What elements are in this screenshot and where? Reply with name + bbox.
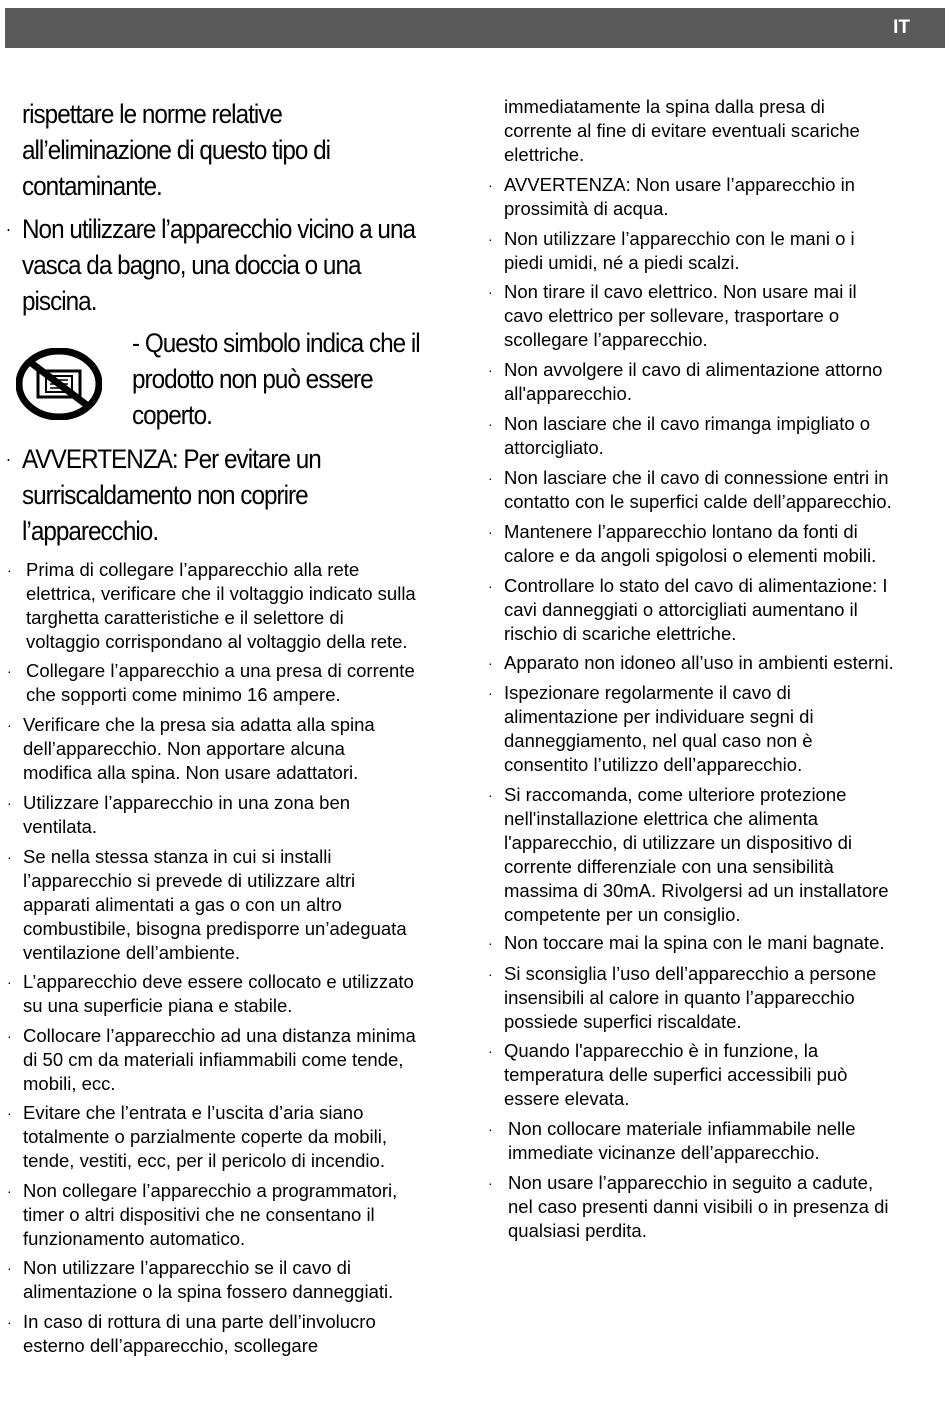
list-item-text: Non utilizzare l’apparecchio se il cavo di alimentazione o la spina fossero danneggiati. <box>23 1257 394 1303</box>
bullet-mark: · <box>488 685 493 702</box>
list-item <box>7 791 351 839</box>
list-item-text: AVVERTENZA: Non usare l’apparecchio in prossimità di acqua. <box>504 173 855 219</box>
list-item <box>488 358 883 406</box>
language-label: IT <box>893 17 910 38</box>
list-item-text: Prima di collegare l’apparecchio alla rete elettrica, verificare che il voltaggio indicato sulla targhetta caratteristiche e il selettore di voltaggio corrispondano al voltaggio della rete. <box>26 559 416 652</box>
bullet-mark: · <box>488 362 493 378</box>
bullet-mark: · <box>5 219 11 239</box>
large-text-line: contaminante. <box>22 171 162 201</box>
list-item-text: Non utilizzare l’apparecchio con le mani o i piedi umidi, né a piedi scalzi. <box>504 227 855 273</box>
list-item <box>7 1256 394 1304</box>
bullet-mark: · <box>488 176 493 193</box>
list-item-text: Non lasciare che il cavo rimanga impigliato o attorcigliato. <box>504 412 871 458</box>
list-item <box>7 845 407 965</box>
large-text-line: l’apparecchio. <box>22 516 159 546</box>
list-item-text: Se nella stessa stanza in cui si installi l’apparecchio si prevede di utilizzare altri apparati alimentati a gas o con un altro combustibile, bisogna predisporre un’adeguata ventilazione dell’ambiente. <box>23 845 407 963</box>
list-item-text: Evitare che l’entrata e l’uscita d’aria siano totalmente o parzialmente coperte da mobili, tende, vestiti, ecc, per il pericolo di incendio. <box>23 1102 388 1172</box>
list-item <box>7 1310 376 1358</box>
list-item <box>488 280 857 352</box>
list-item <box>488 1117 856 1165</box>
list-item-text: Controllare lo stato del cavo di alimentazione: I cavi danneggiati o attorcigliati aumentano il rischio di scariche elettriche. <box>504 574 888 644</box>
bullet-mark: · <box>488 1043 493 1060</box>
list-item-text: Collocare l’apparecchio ad una distanza minima di 50 cm da materiali infiammabili come tende, mobili, ecc. <box>23 1024 416 1094</box>
bullet-mark: · <box>488 786 493 803</box>
bullet-mark: · <box>7 717 12 734</box>
list-item-text: Mantenere l’apparecchio lontano da fonti di calore e da angoli spigolosi o elementi mobili. <box>504 520 877 566</box>
list-item <box>488 520 877 568</box>
list-item <box>7 1024 416 1096</box>
large-text-line: - Questo simbolo indica che il <box>132 328 420 358</box>
bullet-mark: · <box>488 469 493 486</box>
large-text-line: surriscaldamento non coprire <box>22 480 308 510</box>
bullet-mark: · <box>7 794 12 811</box>
list-item-text: Quando l'apparecchio è in funzione, la temperatura delle superfici accessibili può essere elevata. <box>504 1040 848 1110</box>
bullet-mark: · <box>7 973 12 990</box>
list-item <box>488 783 889 927</box>
bullet-mark: · <box>7 1027 12 1044</box>
bullet-mark: · <box>7 1260 12 1277</box>
large-text-line: vasca da bagno, una doccia o una <box>22 250 361 280</box>
bullet-mark: · <box>5 449 11 469</box>
list-item <box>7 558 416 654</box>
large-text-line: rispettare le norme relative <box>22 99 282 129</box>
list-item-text: immediatamente la spina dalla presa di corrente al fine di evitare eventuali scariche elettriche. <box>504 96 860 165</box>
bullet-mark: · <box>488 577 493 594</box>
list-item-text: Non avvolgere il cavo di alimentazione attorno all'apparecchio. <box>504 359 883 404</box>
bullet-mark: · <box>7 1314 12 1331</box>
list-item-text: Si raccomanda, come ulteriore protezione nell'installazione elettrica che alimenta l'apparecchio, di utilizzare un dispositivo di corrente differenziale con una sensibilità massima di 30mA. Rivolgersi ad un installatore competente per un consiglio. <box>504 783 889 925</box>
bullet-mark: · <box>488 523 493 540</box>
large-text-line: all’eliminazione di questo tipo di <box>22 135 331 165</box>
large-text-line: prodotto non può essere <box>132 364 373 394</box>
list-item <box>7 713 375 785</box>
bullet-mark: · <box>488 655 493 672</box>
bullet-mark: · <box>7 562 12 578</box>
list-item-text: Non toccare mai la spina con le mani bagnate. <box>504 932 885 954</box>
large-text-block <box>5 211 416 319</box>
list-item-text: Collegare l’apparecchio a una presa di corrente che sopporti come minimo 16 ampere. <box>26 660 415 706</box>
list-item <box>488 1039 848 1111</box>
bullet-mark: · <box>7 848 12 865</box>
list-item-text: Si sconsiglia l’uso dell’apparecchio a persone insensibili al calore in quanto l’apparecchio possiede superfici riscaldate. <box>504 962 877 1032</box>
list-item-text: Non usare l’apparecchio in seguito a cadute, nel caso presenti danni visibili o in presenza di qualsiasi perdita. <box>508 1171 889 1241</box>
list-item <box>488 931 885 955</box>
list-item-text: Non lasciare che il cavo di connessione entri in contatto con le superfici calde dell’apparecchio. <box>504 466 892 512</box>
bullet-mark: · <box>488 965 493 982</box>
list-item-text: Non tirare il cavo elettrico. Non usare mai il cavo elettrico per sollevare, trasportare o scollegare l’apparecchio. <box>504 281 857 351</box>
list-item <box>488 1171 889 1243</box>
large-text-line: piscina. <box>22 286 97 316</box>
bullet-mark: · <box>7 663 12 680</box>
list-item <box>488 651 894 675</box>
bullet-mark: · <box>488 284 493 301</box>
large-text-line: AVVERTENZA: Per evitare un <box>22 444 321 474</box>
list-item <box>488 227 855 275</box>
list-item <box>488 962 877 1034</box>
list-item-text: Verificare che la presa sia adatta alla spina dell’apparecchio. Non apportare alcuna modifica alla spina. Non usare adattatori. <box>23 714 375 784</box>
list-item-text: In caso di rottura di una parte dell’involucro esterno dell’apparecchio, scollegare <box>23 1311 376 1357</box>
bullet-mark: · <box>488 415 493 432</box>
list-item <box>488 466 892 514</box>
list-item <box>488 681 814 777</box>
large-text-block <box>22 96 330 204</box>
page-header-bar <box>5 8 945 48</box>
large-text-block <box>5 441 321 549</box>
list-item <box>488 412 871 460</box>
large-text-line: Non utilizzare l’apparecchio vicino a una <box>22 214 416 244</box>
list-item-text: Non collocare materiale infiammabile nelle immediate vicinanze dell’apparecchio. <box>508 1117 856 1163</box>
bullet-mark: · <box>488 935 493 952</box>
list-item <box>7 1101 388 1173</box>
list-item-text: L’apparecchio deve essere collocato e utilizzato su una superficie piana e stabile. <box>23 970 414 1016</box>
bullet-mark: · <box>488 1120 493 1137</box>
list-item-text: Utilizzare l’apparecchio in una zona ben ventilata. <box>23 791 351 837</box>
list-item <box>488 173 855 221</box>
bullet-mark: · <box>488 230 493 247</box>
list-item <box>7 970 414 1018</box>
bullet-mark: · <box>7 1105 12 1122</box>
do-not-cover-icon <box>16 348 102 420</box>
list-item-text: Apparato non idoneo all’uso in ambienti esterni. <box>504 652 894 674</box>
list-item-text: Non collegare l’apparecchio a programmatori, timer o altri dispositivi che ne consentano il funzionamento automatico. <box>23 1179 398 1249</box>
large-text-line: coperto. <box>132 400 212 430</box>
bullet-mark: · <box>488 1174 493 1191</box>
list-item-text: Ispezionare regolarmente il cavo di alimentazione per individuare segni di danneggiamento, nel qual caso non è consentito l’utilizzo dell’apparecchio. <box>504 682 814 776</box>
list-item <box>7 659 415 707</box>
large-text-block <box>132 325 420 433</box>
list-item <box>504 95 860 167</box>
bullet-mark: · <box>7 1182 12 1199</box>
list-item <box>7 1179 398 1251</box>
list-item <box>488 574 888 646</box>
